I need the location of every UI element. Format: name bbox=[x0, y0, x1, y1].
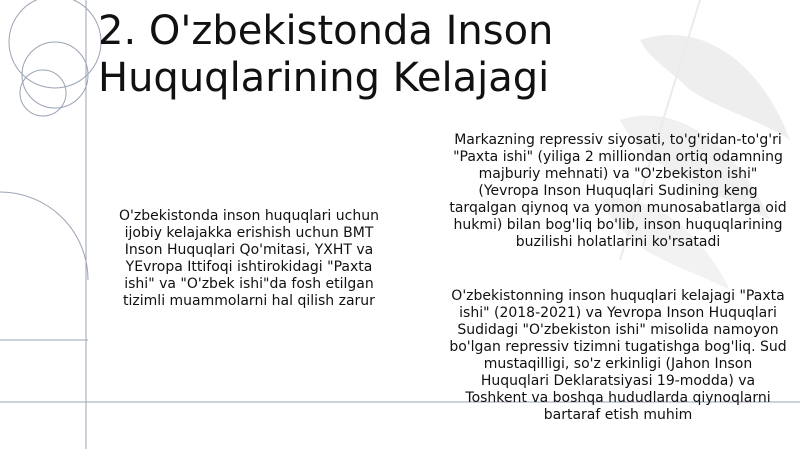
inner-circle bbox=[22, 42, 88, 108]
large-arc bbox=[0, 192, 88, 280]
left-text-block: O'zbekistonda inson huquqlari uchun ijobiy kelajakka erishish uchun BMT Inson Huquqlari Qo'mitasi, YXHT va YEvropa Ittifoqi ishtirokidagi "Paxta ishi" va "O'zbek ishi"da fosh etilgan tizimli muammolarni hal qilish zarur bbox=[119, 208, 379, 309]
slide-title: 2. O'zbekistonda Inson Huquqlarining Kelajagi bbox=[98, 8, 554, 101]
outer-circle bbox=[9, 0, 101, 88]
right-bottom-text-block: O'zbekistonning inson huquqlari kelajagi "Paxta ishi" (2018-2021) va Yevropa Inson Huquqlari Sudidagi "O'zbekiston ishi" misolida namoyon bo'lgan repressiv tizimni tugatishga bog'liq. Sud mustaqilligi, so'z erkinligi (Jahon Inson Huquqlari Deklaratsiyasi 19-modda) va Toshkent va boshqa hududlarda qiynoqlarni bartaraf etish muhim bbox=[449, 288, 787, 423]
right-top-text-block: Markazning repressiv siyosati, to'g'ridan-to'g'ri "Paxta ishi" (yiliga 2 milliondan ortiq odamning majburiy mehnati) va "O'zbekiston ishi" (Yevropa Inson Huquqlari Sudining keng tarqalgan qiynoq va yomon munosabatlarga oid hukmi) bilan bog'liq bo'lib, inson huquqlarining buzilishi holatlarini ko'rsatadi bbox=[449, 132, 787, 250]
